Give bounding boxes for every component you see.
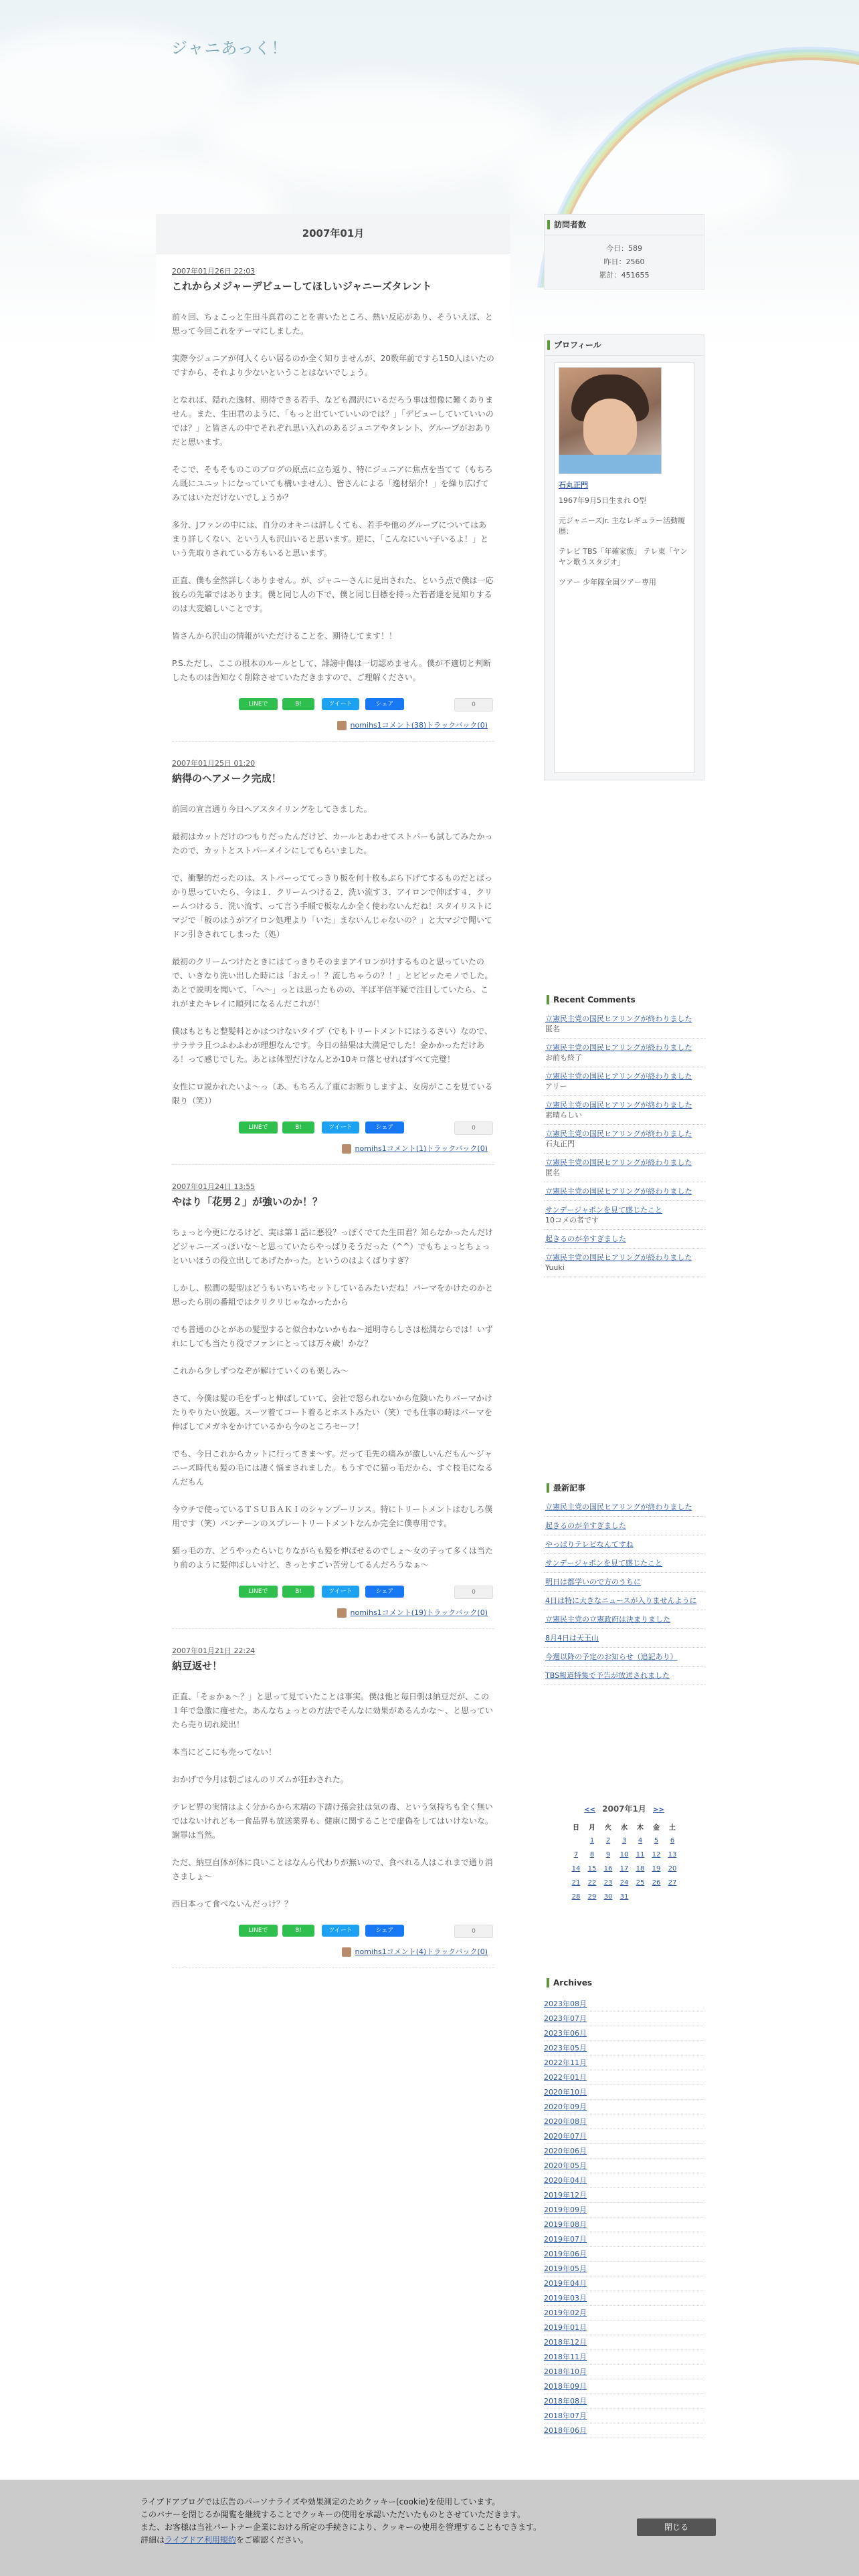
entry-meta bbox=[172, 1143, 494, 1158]
archives-box bbox=[544, 1973, 704, 2438]
entry-divider bbox=[172, 1628, 494, 1629]
entry-paragraph: となれば、隠れた逸材、期待できる若手、なども潤沢にいるだろう事は想像に難くありません。また、生田君のように、「もっと出ていていいのでは？」「デビューしていていいのでは？」と皆さんの中でそれぞれ思い入れのあるジュニアやタレント、グループがおありだと思います。 bbox=[172, 395, 494, 447]
recent-entry-link[interactable]: やっぱりテレビなんてすね bbox=[545, 1540, 634, 1549]
calendar-weekday: 土 bbox=[669, 1824, 676, 1832]
tweet-button[interactable]: ツイート bbox=[322, 1586, 359, 1598]
entry-paragraph: 僕はもともと整髪料とかはつけないタイプ（でもトリートメントにはうるさい）なので、サラサラ且つふわふわが理想なんです。今日の結果は大満足でした！金かかっただけある！って感じでした。あとは体型だけなんとか10キロ落とせればすべて完璧！ bbox=[172, 1027, 493, 1064]
profile-tv: テレビ TBS「年確家族」 テレ東「ヤンヤン歌うスタジオ」 bbox=[559, 547, 688, 566]
counter-title: 訪問者数 bbox=[545, 215, 704, 235]
facebook-share-button[interactable]: シェア bbox=[365, 698, 404, 710]
author-link[interactable]: nomihs1 bbox=[355, 1144, 387, 1153]
entry-paragraph: P.S.ただし、ここの根本のルールとして、誹謗中傷は一切認めません。僕が不適切と判断したものは告知なく削除させていただきますので、ご理解ください。 bbox=[172, 659, 491, 682]
facebook-share-button[interactable]: シェア bbox=[365, 1925, 404, 1937]
archive-month-link[interactable]: 2023年06月 bbox=[544, 2026, 704, 2041]
counter-total: 累計：451655 bbox=[599, 271, 650, 280]
counter-box bbox=[544, 214, 704, 290]
calendar-weekday: 火 bbox=[605, 1824, 611, 1832]
profile-birth: 1967年9月5日生まれ O型 bbox=[559, 496, 647, 505]
list-separator bbox=[544, 1063, 704, 1067]
share-buttons bbox=[172, 1586, 494, 1600]
profile-photo[interactable] bbox=[559, 367, 662, 474]
hatena-bookmark-button[interactable]: B! bbox=[282, 1925, 314, 1937]
calendar-weekday: 水 bbox=[621, 1824, 628, 1832]
recent-comment-author: 匿名 bbox=[545, 1168, 560, 1177]
profile-title: プロフィール bbox=[545, 335, 704, 356]
recent-comment-link[interactable]: 立憲民主党の国民ヒアリングが終わりました bbox=[545, 1014, 692, 1023]
list-separator bbox=[544, 1568, 704, 1573]
calendar-day[interactable]: 10 bbox=[619, 1851, 629, 1858]
calendar-empty bbox=[664, 1890, 680, 1904]
recent-comment-author: お前も終了 bbox=[545, 1053, 582, 1062]
entry-paragraph: 西日本って食べないんだっけ？？ bbox=[172, 1899, 293, 1909]
like-button[interactable]: 0 bbox=[454, 1121, 493, 1135]
calendar-empty bbox=[648, 1890, 664, 1904]
entry-title-link[interactable]: 納豆返せ！ bbox=[172, 1660, 223, 1672]
calendar-day[interactable]: 30 bbox=[603, 1893, 613, 1901]
entry-paragraph: 最初のクリームつけたときにはてっきりそのままアイロンがけするものと思っていたので、いきなり洗い出した時には「おえっ！？流しちゃうの？！」とビビッたモノでした。あとで説明を聞いて、「へ〜」っとは思ったものの、半ば半信半疑で注目していたら、これがまたキレイに順列になるんだこれが！ bbox=[172, 957, 493, 1008]
counter-yesterday: 昨日：2560 bbox=[603, 257, 645, 266]
entry-meta bbox=[172, 1607, 494, 1622]
calendar-day[interactable]: 26 bbox=[652, 1879, 661, 1887]
archive-month-link[interactable]: 2023年08月 bbox=[544, 1997, 704, 2012]
recent-comment-author: 素晴らしい bbox=[545, 1111, 582, 1119]
terms-link[interactable]: ライブドア利用規約 bbox=[165, 2535, 236, 2545]
entry-paragraph: これから少しずつなぞが解けていくのも楽しみ〜 bbox=[172, 1366, 349, 1376]
calendar-day[interactable]: 16 bbox=[603, 1865, 613, 1872]
archives-list bbox=[544, 1993, 704, 2438]
list-separator bbox=[544, 1549, 704, 1554]
like-button[interactable]: 0 bbox=[454, 1586, 493, 1599]
profile-box bbox=[544, 334, 704, 780]
list-separator bbox=[544, 1273, 704, 1277]
line-share-button[interactable]: LINEで bbox=[239, 1586, 278, 1598]
entry-list bbox=[156, 265, 510, 1968]
share-buttons bbox=[172, 1121, 494, 1136]
list-separator bbox=[544, 1244, 704, 1249]
cookie-close-button[interactable]: 閉じる bbox=[637, 2518, 716, 2536]
archive-month-link[interactable]: 2020年06月 bbox=[544, 2144, 704, 2159]
entry-divider bbox=[172, 1164, 494, 1165]
list-separator bbox=[544, 1643, 704, 1648]
calendar-day[interactable]: 8 bbox=[589, 1851, 595, 1858]
entry-paragraph: 前回の宣言通り今日ヘアスタイリングをしてきました。 bbox=[172, 804, 372, 814]
entry-title-link[interactable]: やはり「花男２」が強いのか！？ bbox=[172, 1196, 323, 1208]
archive-month-link[interactable]: 2019年05月 bbox=[544, 2262, 704, 2276]
recent-comment-link[interactable]: 立憲民主党の国民ヒアリングが終わりました bbox=[545, 1187, 692, 1196]
recent-comment-link[interactable]: 起きるのが辛すぎました bbox=[545, 1235, 626, 1243]
entry-paragraph: 女性にロ説かれたいよ〜っ（あ、もちろん了重にお断りしますよ、女房がここを見ている限り（笑）） bbox=[172, 1082, 493, 1105]
recent-entry-link[interactable]: 立憲民主党の立憲政府は決まりました bbox=[545, 1615, 670, 1624]
archive-month-link[interactable]: 2020年08月 bbox=[544, 2115, 704, 2129]
recent-comment-link[interactable]: 立憲民主党の国民ヒアリングが終わりました bbox=[545, 1158, 692, 1167]
entry-paragraph: で、衝撃的だったのは、ストパーっててっきり板を何十枚もぶら下げてするものだとばっかり思っていたら、今は１．クリームつける２．洗い流す３．アイロンで伸ばす４．クリームつける５．洗い流す、って言う手順で板なんか全く使わないんだね！スタイリストにマジで「板のはうがアイロン処理より「いた」まないんじゃないの？」と大マジで聞いてドン引きされてしまった（処） bbox=[172, 873, 493, 939]
entry-paragraph: 正直、僕も全然詳しくありません。が、ジャニーさんに見出された、という点で僕は一応彼らの先輩ではあります。僕と同じ人の下で、僕と同じ目標を持った若者達を見知りするのは大変嬉しいことです。 bbox=[172, 576, 494, 613]
list-separator bbox=[544, 1512, 704, 1517]
entry-divider bbox=[172, 741, 494, 742]
author-link[interactable]: nomihs1 bbox=[355, 1947, 387, 1956]
recent-entry-link[interactable]: サンデージャポンを見て感じたこと bbox=[545, 1559, 663, 1568]
main-content bbox=[156, 214, 510, 1984]
author-link[interactable]: nomihs1 bbox=[350, 721, 382, 730]
entry-paragraph: ちょっと今更になるけど、実は第１話に悪役？っぽくでてた生田君？知らなかったんだけどジャニーズっぽいな〜と思っていたらやっぱりそうだった（^^）でもちょっとちょっといいほうの役立出してあげたかった。というのはよくばりすぎ？ bbox=[172, 1228, 494, 1265]
recent-entry-link[interactable]: 明日は都学いので方のうちに bbox=[545, 1578, 641, 1586]
list-separator bbox=[544, 1034, 704, 1039]
entry-paragraph: おかげで今月は朝ごはんのリズムが狂わされた。 bbox=[172, 1775, 349, 1784]
blog-entry bbox=[156, 758, 510, 1165]
entry-paragraph: でも、今日これからカットに行ってきま〜す。だって毛先の痛みが激しいんだもん〜ジャニーズ時代も髪の毛には凄く悩まされました。もうすでに猫っ毛だから、すぐ枝毛になるんだもん bbox=[172, 1449, 493, 1487]
archive-month-link[interactable]: 2019年02月 bbox=[544, 2306, 704, 2321]
entry-date-link[interactable]: 2007年01月25日 01:20 bbox=[172, 759, 256, 768]
list-separator bbox=[544, 1120, 704, 1125]
archives-title: Archives bbox=[544, 1973, 704, 1993]
entry-paragraph: しかし、松潤の髪型はどうもいちいちセットしているみたいだね！パーマをかけたのかと思ったら別の番組ではクリクリじゃなかったから bbox=[172, 1283, 494, 1307]
profile-tour: ツアー 少年隊全国ツアー専用 bbox=[559, 578, 656, 586]
tweet-button[interactable]: ツイート bbox=[322, 1925, 359, 1937]
calendar-day[interactable]: 14 bbox=[571, 1865, 581, 1872]
calendar-day[interactable]: 27 bbox=[668, 1879, 677, 1887]
entry-date-link[interactable]: 2007年01月26日 22:03 bbox=[172, 267, 256, 276]
recent-comment-author: 石丸正門 bbox=[545, 1140, 575, 1148]
entry-paragraph: 皆さんから沢山の情報がいただけることを、期待してます！！ bbox=[172, 631, 397, 641]
entry-paragraph: 実際今ジュニアが何人くらい居るのか全く知りませんが、20数年前ですら150人はいたのですから、それより少ないということはないでしょう。 bbox=[172, 354, 494, 377]
list-separator bbox=[544, 1149, 704, 1154]
recent-entry-link[interactable]: 今週以降の予定のお知らせ（追記あり） bbox=[545, 1652, 678, 1661]
calendar-day[interactable]: 25 bbox=[636, 1879, 645, 1887]
calendar-day[interactable]: 4 bbox=[638, 1837, 643, 1844]
calendar-day[interactable]: 7 bbox=[573, 1851, 579, 1858]
archive-month-link[interactable]: 2019年01月 bbox=[544, 2321, 704, 2335]
entry-date-link[interactable]: 2007年01月24日 13:55 bbox=[172, 1182, 256, 1191]
hatena-bookmark-button[interactable]: B! bbox=[282, 698, 314, 710]
recent-entries-title: 最新記事 bbox=[544, 1478, 704, 1498]
comments-link[interactable]: コメント(38) bbox=[381, 721, 427, 730]
trackback-link[interactable]: トラックバック(0) bbox=[426, 721, 488, 730]
calendar-day[interactable]: 2 bbox=[605, 1837, 611, 1844]
recent-comment-link[interactable]: 立憲民主党の国民ヒアリングが終わりました bbox=[545, 1072, 692, 1081]
comments-link[interactable]: コメント(19) bbox=[381, 1608, 427, 1617]
recent-entries-box bbox=[544, 1478, 704, 1696]
recent-comment-link[interactable]: 立憲民主党の国民ヒアリングが終わりました bbox=[545, 1101, 692, 1109]
recent-comment-author: 10コメの者です bbox=[545, 1216, 599, 1224]
author-link[interactable]: nomihs1 bbox=[350, 1608, 382, 1617]
archive-month-link[interactable]: 2020年09月 bbox=[544, 2100, 704, 2115]
cookie-line-1: ライブドアブログでは広告のパーソナライズや効果測定のためクッキー(cookie)を使用しています。 bbox=[140, 2497, 500, 2506]
calendar-day[interactable]: 24 bbox=[619, 1879, 629, 1887]
list-separator bbox=[544, 1091, 704, 1096]
calendar-day[interactable]: 28 bbox=[571, 1893, 581, 1901]
profile-name-link[interactable]: 石丸正門 bbox=[559, 481, 588, 490]
calendar-day[interactable]: 20 bbox=[668, 1865, 677, 1872]
recent-comment-author: 匿名 bbox=[545, 1025, 560, 1033]
site-title[interactable]: ジャニあっく！ bbox=[171, 39, 288, 58]
entry-paragraph: ただ、納豆自体が体に良いことはなんら代わりが無いので、食べれる人はこれまで通り消さましょ〜 bbox=[172, 1858, 493, 1881]
calendar-day[interactable]: 29 bbox=[587, 1893, 597, 1901]
trackback-link[interactable]: トラックバック(0) bbox=[426, 1144, 488, 1153]
archive-month-link[interactable]: 2018年06月 bbox=[544, 2424, 704, 2438]
archive-month-link[interactable]: 2019年09月 bbox=[544, 2203, 704, 2218]
entry-title-link[interactable]: 納得のヘアメーク完成！ bbox=[172, 772, 282, 784]
archive-month-link[interactable]: 2018年08月 bbox=[544, 2394, 704, 2409]
calendar-day[interactable]: 31 bbox=[619, 1893, 629, 1901]
list-separator bbox=[544, 1225, 704, 1230]
calendar-day[interactable]: 1 bbox=[589, 1837, 595, 1844]
entry-divider bbox=[172, 1967, 494, 1968]
like-button[interactable]: 0 bbox=[454, 698, 493, 712]
author-avatar bbox=[342, 1947, 351, 1957]
recent-comments-box bbox=[544, 990, 704, 1288]
entry-title-link[interactable]: これからメジャーデビューしてほしいジャニーズタレント bbox=[172, 280, 432, 292]
calendar-day[interactable]: 9 bbox=[605, 1851, 611, 1858]
recent-comment-link[interactable]: 立憲民主党の国民ヒアリングが終わりました bbox=[545, 1043, 692, 1052]
calendar-day[interactable]: 21 bbox=[571, 1879, 581, 1887]
calendar-day[interactable]: 15 bbox=[587, 1865, 597, 1872]
trackback-link[interactable]: トラックバック(0) bbox=[426, 1947, 488, 1956]
archive-month-link[interactable]: 2022年01月 bbox=[544, 2070, 704, 2085]
calendar-empty bbox=[568, 1834, 584, 1848]
author-avatar bbox=[342, 1144, 351, 1154]
profile-career: 元ジャニーズJr. 主なレギュラー活動履歴： bbox=[559, 516, 685, 536]
calendar-day[interactable]: 6 bbox=[670, 1837, 675, 1844]
archive-month-link[interactable]: 2020年04月 bbox=[544, 2173, 704, 2188]
comments-link[interactable]: コメント(4) bbox=[386, 1947, 427, 1956]
entry-meta bbox=[172, 1946, 494, 1961]
entry-paragraph: 正直、「そぉかぁ〜？」と思って見ていたことは事実。僕は他と毎日朝は納豆だが、この１年で急激に痩せた。あんなちょっとの方法でそんなに効果があるんかな〜、と思っていたら売り切れ続出！ bbox=[172, 1692, 494, 1729]
entry-date-link[interactable]: 2007年01月21日 22:24 bbox=[172, 1646, 256, 1655]
list-separator bbox=[544, 1662, 704, 1667]
calendar-prev-link[interactable]: << bbox=[584, 1806, 595, 1814]
calendar-next-link[interactable]: >> bbox=[653, 1806, 664, 1814]
entry-paragraph: テレビ界の実情はよく分からから末端の下請け孫会社は気の毒、という気持ちも全く無いではないけれども一食品界も放送業界も、健康に関することで虚偽をしてはいけないな。謝罪は当然。 bbox=[172, 1802, 494, 1840]
facebook-share-button[interactable]: シェア bbox=[365, 1586, 404, 1598]
cookie-banner bbox=[0, 2480, 859, 2576]
trackback-link[interactable]: トラックバック(0) bbox=[426, 1608, 488, 1617]
archive-month-link[interactable]: 2020年10月 bbox=[544, 2085, 704, 2100]
calendar-day[interactable]: 18 bbox=[636, 1865, 645, 1872]
blog-entry bbox=[156, 1181, 510, 1629]
cookie-line-2: このバナーを閉じるか閲覧を継続することでクッキーの使用を承認いただいたものとさせていただきます。 bbox=[140, 2510, 526, 2519]
facebook-share-button[interactable]: シェア bbox=[365, 1121, 404, 1134]
archive-month-link[interactable]: 2022年11月 bbox=[544, 2056, 704, 2070]
calendar-weekday: 木 bbox=[637, 1824, 644, 1832]
archive-month-link[interactable]: 2020年07月 bbox=[544, 2129, 704, 2144]
archive-month-link[interactable]: 2018年07月 bbox=[544, 2409, 704, 2424]
calendar-day[interactable]: 17 bbox=[619, 1865, 629, 1872]
recent-comment-link[interactable]: サンデージャポンを見て感じたこと bbox=[545, 1206, 663, 1214]
entry-paragraph: 本当にどこにも売ってない！ bbox=[172, 1747, 277, 1757]
calendar-weekday: 月 bbox=[589, 1824, 595, 1832]
like-button[interactable]: 0 bbox=[454, 1925, 493, 1938]
recent-entry-link[interactable]: TBS報道特集で予告が放送されました bbox=[545, 1671, 670, 1680]
recent-entry-link[interactable]: 立憲民主党の国民ヒアリングが終わりました bbox=[545, 1503, 692, 1511]
archive-month-link[interactable]: 2018年10月 bbox=[544, 2365, 704, 2379]
recent-comment-link[interactable]: 立憲民主党の国民ヒアリングが終わりました bbox=[545, 1253, 692, 1262]
calendar-day[interactable]: 5 bbox=[654, 1837, 659, 1844]
recent-comment-link[interactable]: 立憲民主党の国民ヒアリングが終わりました bbox=[545, 1130, 692, 1138]
archive-month-link[interactable]: 2019年03月 bbox=[544, 2291, 704, 2306]
archive-month-link[interactable]: 2019年07月 bbox=[544, 2232, 704, 2247]
entry-paragraph: 猫っ毛の方、どうやったらいじりながらも髪を伸ばせるのでしょ〜女の子って多くは当たり前のように髪伸ばしいけど、きっとすごい苦労してるんだろうなぁ〜 bbox=[172, 1546, 494, 1570]
calendar-box bbox=[544, 1799, 704, 1904]
entry-paragraph: でも普通のひとがあの髪型すると似合わないかもね〜道明寺らしさは松潤ならでは！いずれにしても当たり役でファンにとっては万々歳！かな？ bbox=[172, 1325, 493, 1348]
cookie-line-3: また、お客様は当社パートナー企業における所定の手続きにより、クッキーの使用を管理することもできます。 bbox=[140, 2523, 542, 2532]
blog-entry bbox=[156, 1645, 510, 1968]
recent-entry-link[interactable]: 起きるのが辛すぎました bbox=[545, 1521, 626, 1530]
calendar-day[interactable]: 3 bbox=[622, 1837, 627, 1844]
recent-entry-link[interactable]: 4日は特に大きなニュースが入りませんように bbox=[545, 1596, 697, 1605]
author-avatar bbox=[337, 721, 347, 730]
entry-paragraph: 最初はカットだけのつもりだったんだけど、カールとあわせてストパーも試してみたかったので、カットとストパーメインにしてもらいました。 bbox=[172, 832, 493, 855]
calendar-empty bbox=[632, 1890, 648, 1904]
entry-paragraph: そこで、そもそものこのブログの原点に立ち返り、特にジュニアに焦点を当てて（もちろん既にユニットになっていても構いません）、皆さんによる「逸材紹介！」を繰り広げてみてはいただけないでしょうか？ bbox=[172, 465, 493, 502]
calendar-day[interactable]: 22 bbox=[587, 1879, 597, 1887]
line-share-button[interactable]: LINEで bbox=[239, 1121, 278, 1134]
calendar-weekday: 金 bbox=[653, 1824, 660, 1832]
cookie-line-4: 詳細はライブドア利用規約をご確認ください。 bbox=[140, 2535, 308, 2545]
archive-month-link[interactable]: 2019年06月 bbox=[544, 2247, 704, 2262]
list-separator bbox=[544, 1587, 704, 1592]
archive-month-link[interactable]: 2023年07月 bbox=[544, 2012, 704, 2026]
hatena-bookmark-button[interactable]: B! bbox=[282, 1586, 314, 1598]
recent-comments-list bbox=[544, 1010, 704, 1288]
tweet-button[interactable]: ツイート bbox=[322, 1121, 359, 1134]
recent-comment-author: アリー bbox=[545, 1082, 567, 1091]
tweet-button[interactable]: ツイート bbox=[322, 698, 359, 710]
calendar-table bbox=[568, 1820, 680, 1904]
list-separator bbox=[544, 1178, 704, 1182]
archive-month-link[interactable]: 2019年12月 bbox=[544, 2188, 704, 2203]
entry-paragraph: さて、今僕は髪の毛をずっと伸ばしていて、会社で怒られないから危険いたりパーマかけたりやりたい放題。スーツ着てコート着るとホストみたい（笑）でも仕事の時はパーマを伸ばしてメガネをかけているから今のところセーフ！ bbox=[172, 1394, 492, 1431]
recent-comment-author: Yuuki bbox=[545, 1263, 565, 1272]
list-separator bbox=[544, 1196, 704, 1201]
recent-comments-title: Recent Comments bbox=[544, 990, 704, 1010]
entry-paragraph: 今ウチで使っているＴＳＵＢＡＫＩのシャンプーリンス。特にトリートメントはむしろ僕用です（笑）パンテーンのスプレートリートメントなんか完全に僕専用です。 bbox=[172, 1505, 493, 1528]
archive-month-link[interactable]: 2023年05月 bbox=[544, 2041, 704, 2056]
list-separator bbox=[544, 1681, 704, 1685]
calendar-day[interactable]: 12 bbox=[652, 1851, 661, 1858]
list-separator bbox=[544, 1624, 704, 1629]
line-share-button[interactable]: LINEで bbox=[239, 698, 278, 710]
month-heading: 2007年01月 bbox=[156, 214, 510, 253]
calendar-day[interactable]: 11 bbox=[636, 1851, 645, 1858]
line-share-button[interactable]: LINEで bbox=[239, 1925, 278, 1937]
calendar-title: 2007年1月 bbox=[602, 1804, 646, 1814]
list-separator bbox=[544, 1531, 704, 1535]
archive-month-link[interactable]: 2019年08月 bbox=[544, 2218, 704, 2232]
entry-paragraph: 前々回、ちょこっと生田斗真君のことを書いたところ、熱い反応があり、そういえば、と思って今回これをテーマにしました。 bbox=[172, 312, 493, 336]
share-buttons bbox=[172, 698, 494, 713]
author-avatar bbox=[337, 1608, 347, 1618]
recent-entry-link[interactable]: 8月4日は天王山 bbox=[545, 1634, 599, 1642]
recent-entries-list bbox=[544, 1498, 704, 1696]
comments-link[interactable]: コメント(1) bbox=[386, 1144, 427, 1153]
calendar-day[interactable]: 13 bbox=[668, 1851, 677, 1858]
hatena-bookmark-button[interactable]: B! bbox=[282, 1121, 314, 1134]
calendar-day[interactable]: 23 bbox=[603, 1879, 613, 1887]
archive-month-link[interactable]: 2020年05月 bbox=[544, 2159, 704, 2173]
entry-meta bbox=[172, 720, 494, 734]
archive-month-link[interactable]: 2018年12月 bbox=[544, 2335, 704, 2350]
counter-today: 今日：589 bbox=[606, 244, 642, 253]
list-separator bbox=[544, 1606, 704, 1610]
calendar-weekday: 日 bbox=[573, 1824, 579, 1832]
blog-entry bbox=[156, 265, 510, 742]
archive-month-link[interactable]: 2019年04月 bbox=[544, 2276, 704, 2291]
archive-month-link[interactable]: 2018年11月 bbox=[544, 2350, 704, 2365]
archive-month-link[interactable]: 2018年09月 bbox=[544, 2379, 704, 2394]
calendar-day[interactable]: 19 bbox=[652, 1865, 661, 1872]
share-buttons bbox=[172, 1925, 494, 1939]
entry-paragraph: 多分、Jファンの中には、自分のオキニは詳しくても、若手や他のグループについてはあまり詳しくない、という人も沢山いると思います。逆に、「こんなにいい子いるよ！」という先取りされている方もいると思います。 bbox=[172, 520, 489, 558]
